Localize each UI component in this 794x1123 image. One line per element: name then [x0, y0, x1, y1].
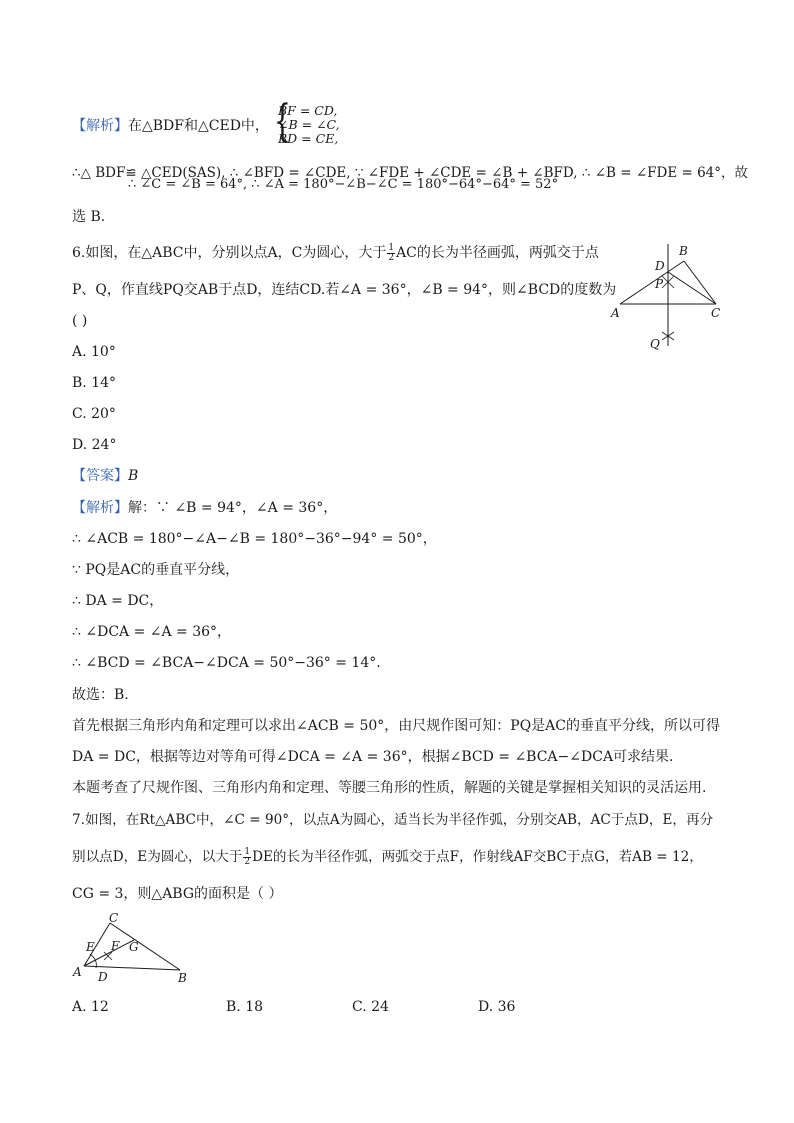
q6-side-bc: [684, 261, 716, 304]
q6-explain-1: 首先根据三角形内角和定理可以求出∠ACB = 50°，由尺规作图可知：PQ是AC的垂直平分线，所以可得: [72, 718, 721, 734]
q7-label-e: E: [86, 940, 95, 954]
q7-label-f: F: [111, 939, 120, 953]
analysis-tag: 【解析】: [72, 118, 128, 134]
frac-num: 1: [388, 242, 395, 253]
q7-label-c: C: [109, 911, 119, 925]
frac-den: 2: [388, 252, 395, 263]
proof5-intro: 在△BDF和△CED中，: [128, 118, 269, 134]
q6-option-c[interactable]: C. 20°: [72, 406, 116, 422]
q6-line1-a: 6.如图，在△ABC中，分别以点A，C为圆心，大于: [72, 245, 387, 261]
proof5-cases: [274, 96, 354, 148]
q7-option-a[interactable]: A. 12: [72, 999, 109, 1015]
q6-summary: 本题考查了尺规作图、三角形内角和定理、等腰三角形的性质，解题的关键是掌握相关知识的灵活运用.: [72, 780, 707, 796]
q7-figure: [70, 910, 210, 985]
q6-analysis-step-6: ∴ ∠BCD = ∠BCA−∠DCA = 50°−36° = 14°.: [72, 655, 381, 671]
q6-option-d[interactable]: D. 24°: [72, 437, 117, 453]
q7-label-g: G: [129, 940, 139, 954]
q6-answer: [72, 466, 138, 486]
q6-analysis-tag: 【解析】: [72, 500, 128, 516]
q6-explain-2: DA = DC，根据等边对等角可得∠DCA = ∠A = 36°，根据∠BCD = ∠BCA−∠DCA可求结果.: [72, 749, 674, 765]
proof5-line2-sub: ∴ ∠C = ∠B = 64°, ∴ ∠A = 180°−∠B−∠C = 180°−64°−64° = 52°: [128, 177, 559, 192]
q7-label-b: B: [178, 971, 187, 985]
q6-line1: [72, 243, 599, 263]
q6-label-d: D: [655, 259, 665, 273]
q6-label-p: P: [655, 277, 664, 291]
q7-label-d: D: [98, 970, 108, 984]
proof5-line1: [72, 116, 269, 136]
q7-line3: CG = 3，则△ABG的面积是（ ）: [72, 886, 283, 902]
frac-den-q7: 2: [244, 857, 251, 867]
q6-segment-cd: [668, 272, 716, 304]
q7-line2-a: 别以点D，E为圆心，以大于: [72, 849, 243, 865]
case-1: BF = CD,: [278, 103, 338, 118]
q6-side-ab: [620, 261, 684, 304]
answer-tag: 【答案】: [72, 468, 128, 484]
q6-analysis-step-5: ∴ ∠DCA = ∠A = 36°，: [72, 624, 232, 640]
cases-brace: {: [274, 96, 291, 147]
q6-choose: 故选：B.: [72, 687, 129, 703]
q7-line2: [72, 847, 703, 867]
q6-label-c: C: [711, 306, 721, 320]
proof5-line2: ∴△ BDF≌ △CED(SAS), ∴ ∠BFD = ∠CDE, ∵ ∠FDE + ∠CDE = ∠B + ∠BFD, ∴ ∠B = ∠FDE = 64°，故: [72, 165, 749, 181]
frac-num-q7: 1: [244, 847, 251, 857]
q7-line1: 7.如图，在Rt△ABC中，∠C = 90°，以点A为圆心，适当长为半径作弧，分别交AB，AC于点D，E，再分: [72, 812, 714, 828]
q6-figure: [608, 240, 738, 350]
q6-option-a[interactable]: A. 10°: [72, 344, 116, 360]
q6-analysis-step-2: ∴ ∠ACB = 180°−∠A−∠B = 180°−36°−94° = 50°，: [72, 531, 437, 547]
q6-line1-b: AC的长为半径画弧，两弧交于点: [396, 245, 599, 261]
q6-option-b[interactable]: B. 14°: [72, 375, 117, 391]
q6-label-a: A: [611, 306, 620, 320]
case-3: BD = CE,: [278, 131, 339, 146]
q7-option-c[interactable]: C. 24: [352, 999, 389, 1015]
q6-line3: ( ): [72, 313, 88, 329]
q7-line2-b: DE的长为半径作弧，两弧交于点F，作射线AF交BC于点G，若AB = 12，: [252, 849, 703, 865]
case-2: ∠B = ∠C,: [278, 117, 340, 132]
q6-line2: P、Q，作直线PQ交AB于点D，连结CD.若∠A = 36°，∠B = 94°，则∠BCD的度数为: [72, 282, 617, 298]
q7-option-d[interactable]: D. 36: [478, 999, 516, 1015]
q6-label-b: B: [679, 244, 688, 258]
step-1-text: 解：∵ ∠B = 94°，∠A = 36°，: [128, 500, 338, 516]
q7-option-b[interactable]: B. 18: [226, 999, 264, 1015]
q6-analysis-step-4: ∴ DA = DC，: [72, 593, 164, 609]
proof5-line3: 选 B.: [72, 209, 106, 225]
fraction-half: [387, 244, 395, 263]
fraction-half-q7: [243, 848, 251, 867]
q6-analysis-step-1: [72, 498, 337, 518]
q6-label-q: Q: [650, 337, 660, 350]
q6-analysis-step-3: ∵ PQ是AC的垂直平分线，: [72, 562, 240, 578]
q7-label-a: A: [73, 965, 82, 979]
answer-value: B: [128, 468, 139, 484]
